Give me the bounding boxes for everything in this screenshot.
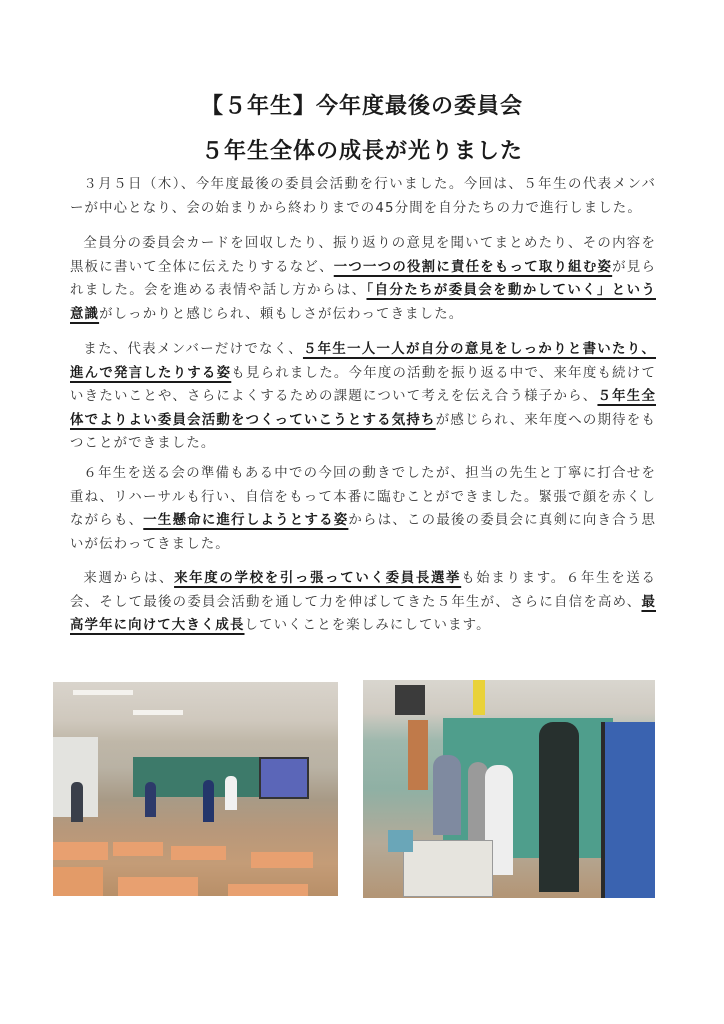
body-text: ３月５日（木）、今年度最後の委員会活動を行いました。今回は、５年生の代表メンバーが中心となり、会の始まりから終わりまでの45分間を自分たちの力で進行しました。: [70, 177, 656, 216]
student-figure: [145, 782, 156, 817]
emphasized-text: ５年生一人一人が自分の意見をしっかりと書いたり、進んで発言したりする姿: [70, 342, 656, 381]
ceiling-light: [133, 710, 183, 715]
yellow-card: [473, 680, 485, 715]
body-text: が感じられ、来年度への期待をもつことができました。: [70, 412, 656, 451]
body-text: ６年生を送る会の準備もある中での今回の動きでしたが、担当の先生と丁寧に打合せを重ね、リハーサルも行い、自信をもって本番に臨むことができました。緊張で顔を赤くしながらも、: [70, 466, 656, 528]
body-text: していくことを楽しみにしています。: [244, 618, 491, 633]
emphasized-text: 最高学年に向けて大きく成長: [70, 594, 656, 633]
desk: [251, 852, 313, 868]
paragraph-1: [70, 173, 656, 220]
paragraph-3: [70, 338, 656, 456]
desk: [171, 846, 226, 860]
body-text: が見られました。会を進める表情や話し方からは、: [70, 259, 657, 298]
emphasized-text: ５年生全体でよりよい委員会活動をつくっていこうとする気持ち: [70, 389, 656, 428]
student-figure: [71, 782, 83, 822]
paragraph-5: [70, 567, 656, 638]
body-text: も見られました。今年度の活動を振り返る中で、来年度も続けていきたいことや、さらによくするための課題について考えを伝え合う様子から、: [70, 365, 656, 404]
emphasized-text: 来年度の学校を引っ張っていく委員長選挙: [174, 571, 462, 586]
speaker: [395, 685, 425, 715]
body-text: がしっかりと感じられ、頼もしさが伝わってきました。: [99, 306, 464, 322]
student-figure: [539, 722, 579, 892]
students-at-blackboard-photo: [363, 680, 655, 898]
emphasized-text: 一つ一つの役割に責任をもって取り組む姿: [333, 259, 613, 275]
desk: [228, 884, 308, 896]
body-text: また、代表メンバーだけでなく、: [83, 342, 303, 357]
page-title-line1: 【５年生】今年度最後の委員会: [200, 93, 523, 119]
body-text: 全員分の委員会カードを回収したり、振り返りの意見を聞いてまとめたり、その内容を黒板に書いて全体に伝えたりするなど、: [70, 236, 656, 275]
page-title-line2: ５年生全体の成長が光りました: [200, 139, 523, 165]
student-figure: [225, 776, 237, 810]
paragraph-4: [70, 462, 656, 556]
wooden-post: [408, 720, 428, 790]
emphasized-text: 一生懸命に進行しようとする姿: [143, 513, 349, 528]
body-text: からは、この最後の委員会に真剣に向き合う思いが伝わってきました。: [70, 513, 656, 552]
paragraph-2: [70, 232, 656, 326]
student-figure: [433, 755, 461, 835]
table: [403, 840, 493, 897]
emphasized-text: 「自分たちが委員会を動かしていく」という意識: [70, 283, 656, 322]
ceiling-light: [73, 690, 133, 695]
display-screen: [601, 722, 655, 898]
classroom-overview-photo: [53, 682, 338, 896]
display-screen: [259, 757, 309, 799]
desk: [53, 842, 108, 860]
body-text: 来週からは、: [83, 571, 175, 586]
student-figure: [203, 780, 214, 822]
desk: [113, 842, 163, 856]
desk: [118, 877, 198, 896]
basket: [388, 830, 413, 852]
body-text: も始まります。６年生を送る会、そして最後の委員会活動を通して力を伸ばしてきた５年生が、さらに自信を高め、: [70, 571, 656, 610]
desk: [53, 867, 103, 896]
